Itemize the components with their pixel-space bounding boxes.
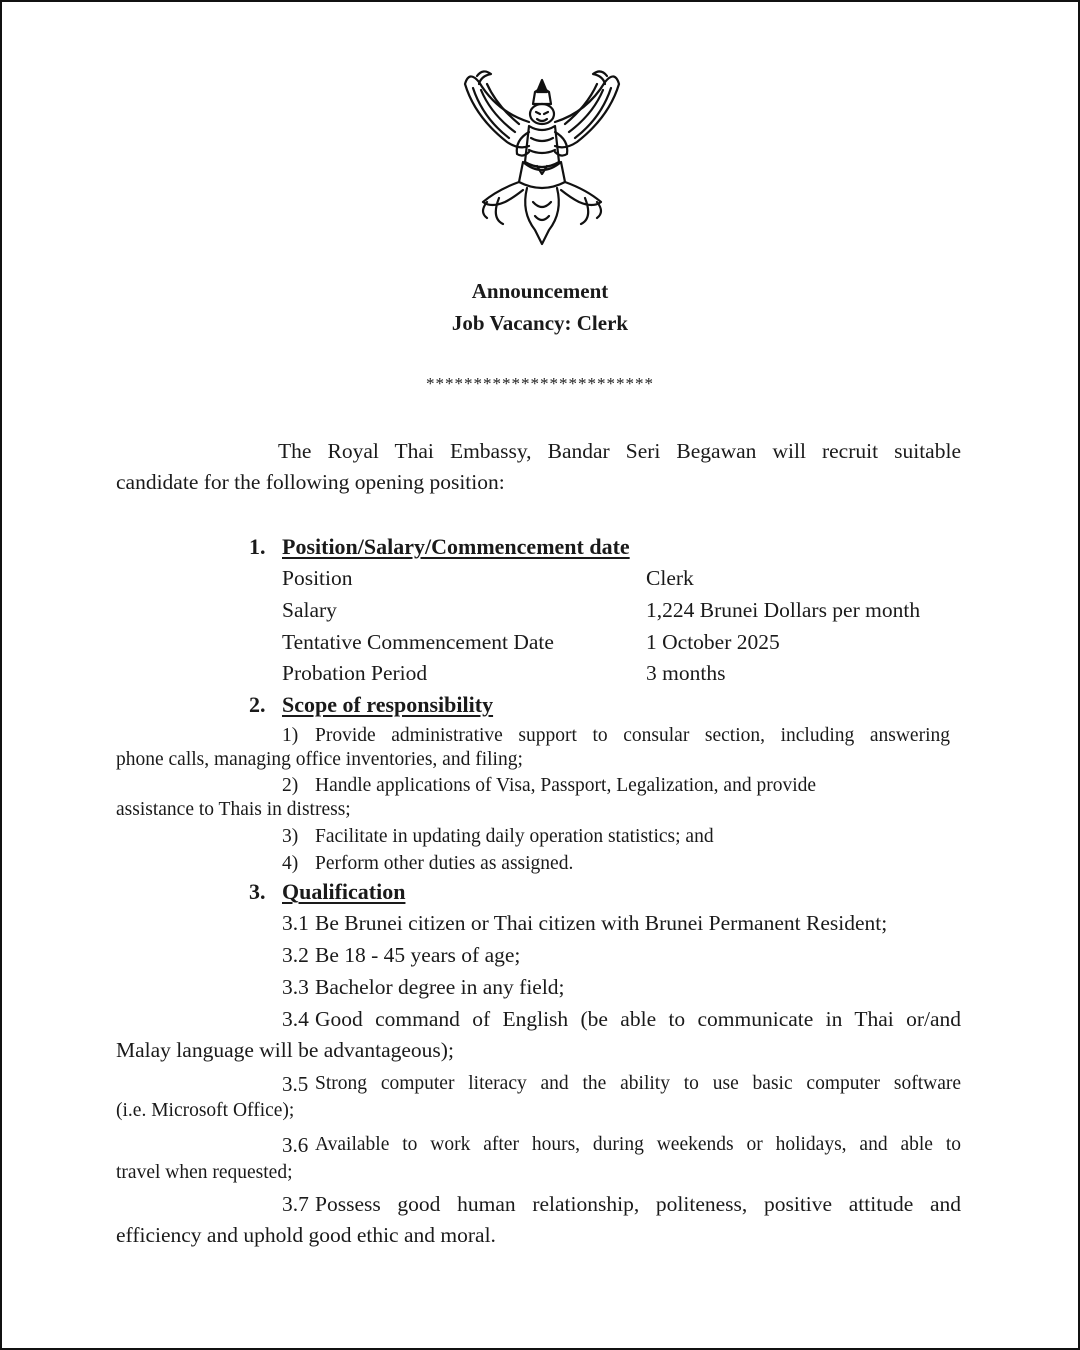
responsibility-1-number: 1) <box>282 725 299 746</box>
job-vacancy-title: Job Vacancy: Clerk <box>451 311 629 335</box>
garuda-emblem-icon <box>457 62 627 247</box>
responsibility-1-line-1: Provide administrative support to consular section, including answering <box>315 725 950 746</box>
probation-label: Probation Period <box>282 661 428 685</box>
position-label: Position <box>282 566 353 590</box>
qualification-5-line-2: (i.e. Microsoft Office); <box>116 1100 295 1121</box>
qualification-3-line-1: Bachelor degree in any field; <box>315 975 565 999</box>
responsibility-4-number: 4) <box>282 853 299 874</box>
section-2-title: Scope of responsibility <box>282 692 494 717</box>
section-2-number: 2. <box>249 692 266 717</box>
announcement-title: Announcement <box>471 279 609 303</box>
qualification-4-line-2: Malay language will be advantageous); <box>116 1038 454 1062</box>
responsibility-3-number: 3) <box>282 826 299 847</box>
probation-value: 3 months <box>646 661 726 685</box>
position-value: Clerk <box>646 566 694 590</box>
separator: ************************ <box>426 374 654 393</box>
qualification-4-number: 3.4 <box>282 1007 309 1031</box>
qualification-7-number: 3.7 <box>282 1192 309 1216</box>
responsibility-3-line-1: Facilitate in updating daily operation statistics; and <box>315 826 714 847</box>
qualification-7-line-1: Possess good human relationship, politeness, positive attitude and <box>315 1192 961 1216</box>
qualification-5-number: 3.5 <box>282 1072 309 1096</box>
qualification-6-line-1: Available to work after hours, during weekends or holidays, and able to <box>315 1134 961 1155</box>
responsibility-2-number: 2) <box>282 775 299 796</box>
section-1-number: 1. <box>249 534 266 559</box>
intro-line-1: The Royal Thai Embassy, Bandar Seri Begawan will recruit suitable <box>278 439 961 463</box>
section-3-number: 3. <box>249 879 266 904</box>
responsibility-2-line-2: assistance to Thais in distress; <box>116 799 351 820</box>
commencement-value: 1 October 2025 <box>646 630 780 654</box>
intro-line-2: candidate for the following opening position: <box>116 470 505 494</box>
qualification-1-line-1: Be Brunei citizen or Thai citizen with Brunei Permanent Resident; <box>315 911 888 935</box>
responsibility-1-line-2: phone calls, managing office inventories, and filing; <box>116 749 523 770</box>
qualification-6-number: 3.6 <box>282 1133 309 1157</box>
qualification-2-line-1: Be 18 - 45 years of age; <box>315 943 521 967</box>
qualification-1-number: 3.1 <box>282 911 309 935</box>
section-3-title: Qualification <box>282 879 406 904</box>
salary-label: Salary <box>282 598 337 622</box>
qualification-4-line-1: Good command of English (be able to communicate in Thai or/and <box>315 1007 961 1031</box>
qualification-5-line-1: Strong computer literacy and the ability to use basic computer software <box>315 1073 961 1094</box>
qualification-7-line-2: efficiency and uphold good ethic and moral. <box>116 1223 496 1247</box>
qualification-2-number: 3.2 <box>282 943 309 967</box>
salary-value: 1,224 Brunei Dollars per month <box>646 598 921 622</box>
responsibility-2-line-1: Handle applications of Visa, Passport, Legalization, and provide <box>315 775 817 796</box>
responsibility-4-line-1: Perform other duties as assigned. <box>315 853 574 874</box>
commencement-label: Tentative Commencement Date <box>282 630 554 654</box>
qualification-3-number: 3.3 <box>282 975 309 999</box>
section-1-title: Position/Salary/Commencement date <box>282 534 630 559</box>
qualification-6-line-2: travel when requested; <box>116 1162 293 1183</box>
